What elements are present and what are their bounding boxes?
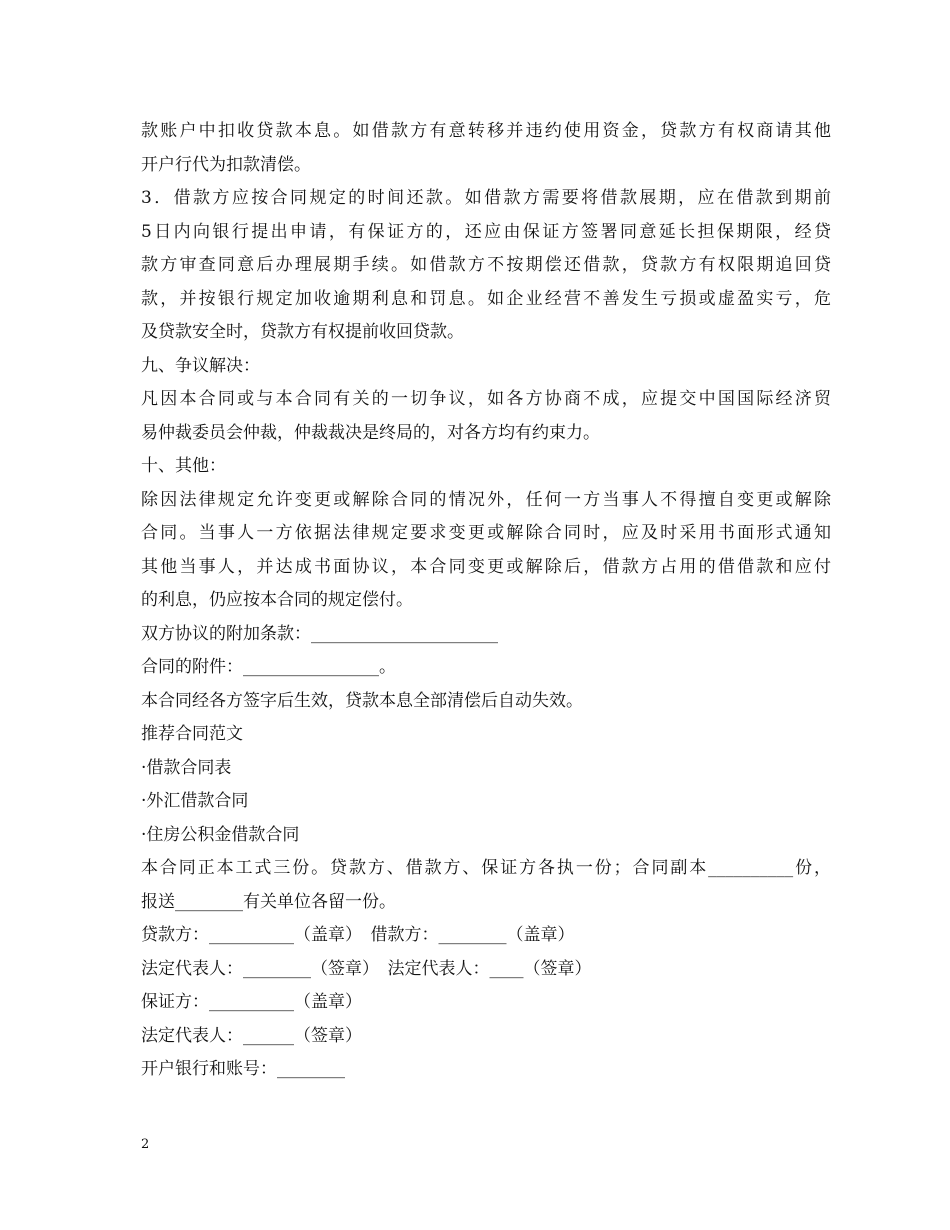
body-line: 3．借款方应按合同规定的时间还款。如借款方需要将借款展期，应在借款到期前 — [141, 188, 831, 208]
signature-line-guarantor: 保证方：__________（盖章） — [141, 992, 362, 1012]
body-line: 除因法律规定允许变更或解除合同的情况外，任何一方当事人不得擅自变更或解除 — [141, 489, 831, 510]
body-line: 款方审查同意后办理展期手续。如借款方不按期偿还借款，贷款方有权限期追回贷 — [141, 255, 831, 275]
body-line: 及贷款安全时，贷款方有权提前收回贷款。 — [141, 322, 464, 342]
body-line: 合同。当事人一方依据法律规定要求变更或解除合同时，应及时采用书面形式通知 — [141, 523, 831, 543]
body-line: 本合同正本工式三份。贷款方、借款方、保证方各执一份；合同副本__________份， — [141, 858, 831, 878]
body-line: 报送________有关单位各留一份。 — [141, 891, 396, 912]
attachments-line: 合同的附件：________________。 — [141, 657, 396, 677]
page-number: 2 — [141, 1137, 150, 1152]
body-line: 的利息，仍应按本合同的规定偿付。 — [141, 590, 413, 610]
recommended-item: ·外汇借款合同 — [141, 791, 249, 811]
section-heading-dispute: 九、争议解决： — [141, 355, 260, 376]
body-line: 凡因本合同或与本合同有关的一切争议，如各方协商不成，应提交中国国际经济贸 — [141, 389, 831, 409]
signature-line-lender-borrower: 贷款方：__________（盖章） 借款方：________（盖章） — [141, 925, 575, 945]
body-line: 5日内向银行提出申请，有保证方的，还应由保证方签署同意延长担保期限，经贷 — [141, 221, 831, 242]
bank-account-line: 开户银行和账号：________ — [141, 1059, 345, 1079]
body-line: 易仲裁委员会仲裁，仲裁裁决是终局的，对各方均有约束力。 — [141, 422, 600, 443]
document-body — [141, 115, 831, 1087]
effectiveness-line: 本合同经各方签字后生效，贷款本息全部清偿后自动失效。 — [141, 690, 583, 711]
signature-line-guarantor-representative: 法定代表人：______（签章） — [141, 1025, 362, 1046]
recommended-item: ·住房公积金借款合同 — [141, 824, 300, 845]
section-heading-other: 十、其他： — [141, 456, 226, 476]
body-line: 款，并按银行规定加收逾期利息和罚息。如企业经营不善发生亏损或虚盈实亏，危 — [141, 288, 831, 309]
body-line: 其他当事人，并达成书面协议，本合同变更或解除后，借款方占用的借借款和应付 — [141, 556, 831, 577]
signature-line-representatives: 法定代表人：________（签章） 法定代表人：____（签章） — [141, 958, 592, 979]
body-line: 款账户中扣收贷款本息。如借款方有意转移并违约使用资金，贷款方有权商请其他 — [141, 121, 831, 141]
recommended-item: ·借款合同表 — [141, 757, 232, 778]
additional-terms-line: 双方协议的附加条款：______________________ — [141, 623, 498, 644]
recommended-heading: 推荐合同范文 — [141, 724, 243, 744]
body-line: 开户行代为扣款清偿。 — [141, 154, 311, 175]
